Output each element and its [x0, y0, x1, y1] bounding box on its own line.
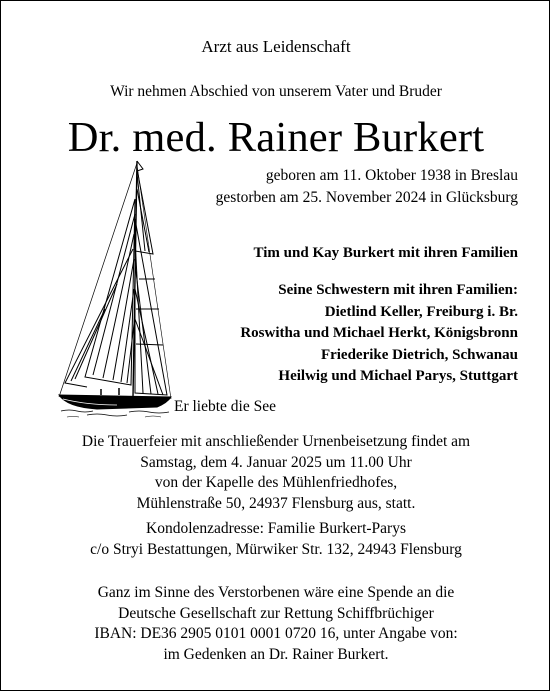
- condolence-line: Kondolenzadresse: Familie Burkert-Parys: [146, 520, 406, 537]
- donation-line: im Gedenken an Dr. Rainer Burkert.: [163, 645, 389, 663]
- service-line: Die Trauerfeier mit anschließender Urnenbeisetzung findet am: [81, 433, 471, 450]
- service-line: Samstag, dem 4. Januar 2025 um 11.00 Uhr: [140, 453, 412, 471]
- sisters-heading: Seine Schwestern mit ihren Familien:: [278, 282, 518, 298]
- donation-line: IBAN: DE36 2905 0101 0001 0720 16, unter Angabe von:: [94, 625, 458, 642]
- donation-line: Ganz im Sinne des Verstorbenen wäre eine Spende an die: [97, 584, 455, 601]
- sister-entry: Dietlind Keller, Freiburg i. Br.: [324, 303, 518, 320]
- funeral-service-info: [1, 432, 550, 514]
- children-line: Tim und Kay Burkert mit ihren Familien: [253, 245, 518, 261]
- sister-entry: Roswitha und Michael Herkt, Königsbronn: [240, 325, 518, 342]
- life-dates: [216, 165, 518, 209]
- donation-line: Deutsche Gesellschaft zur Rettung Schiffbrüchiger: [118, 604, 434, 622]
- sister-entry: Heilwig und Michael Parys, Stuttgart: [278, 368, 518, 385]
- service-line: von der Kapelle des Mühlenfriedhofes,: [154, 474, 398, 491]
- condolence-line: c/o Stryi Bestattungen, Mürwiker Str. 132, 24943 Flensburg: [90, 540, 462, 558]
- deceased-name: Dr. med. Rainer Burkert: [67, 114, 485, 161]
- death-date: gestorben am 25. November 2024 in Glücksburg: [215, 189, 518, 206]
- farewell-line: Wir nehmen Abschied von unserem Vater und Bruder: [110, 83, 442, 100]
- donation-info: [1, 583, 550, 665]
- birth-date: geboren am 11. Oktober 1938 in Breslau: [265, 167, 518, 184]
- sea-note: Er liebte die See: [174, 398, 276, 415]
- sailboat-icon: [57, 159, 173, 419]
- motto: Arzt aus Leidenschaft: [201, 37, 351, 56]
- service-line: Mühlenstraße 50, 24937 Flensburg aus, statt.: [136, 494, 416, 512]
- sisters-list: [240, 280, 518, 388]
- condolence-address: [1, 519, 550, 560]
- sister-entry: Friederike Dietrich, Schwanau: [320, 346, 518, 363]
